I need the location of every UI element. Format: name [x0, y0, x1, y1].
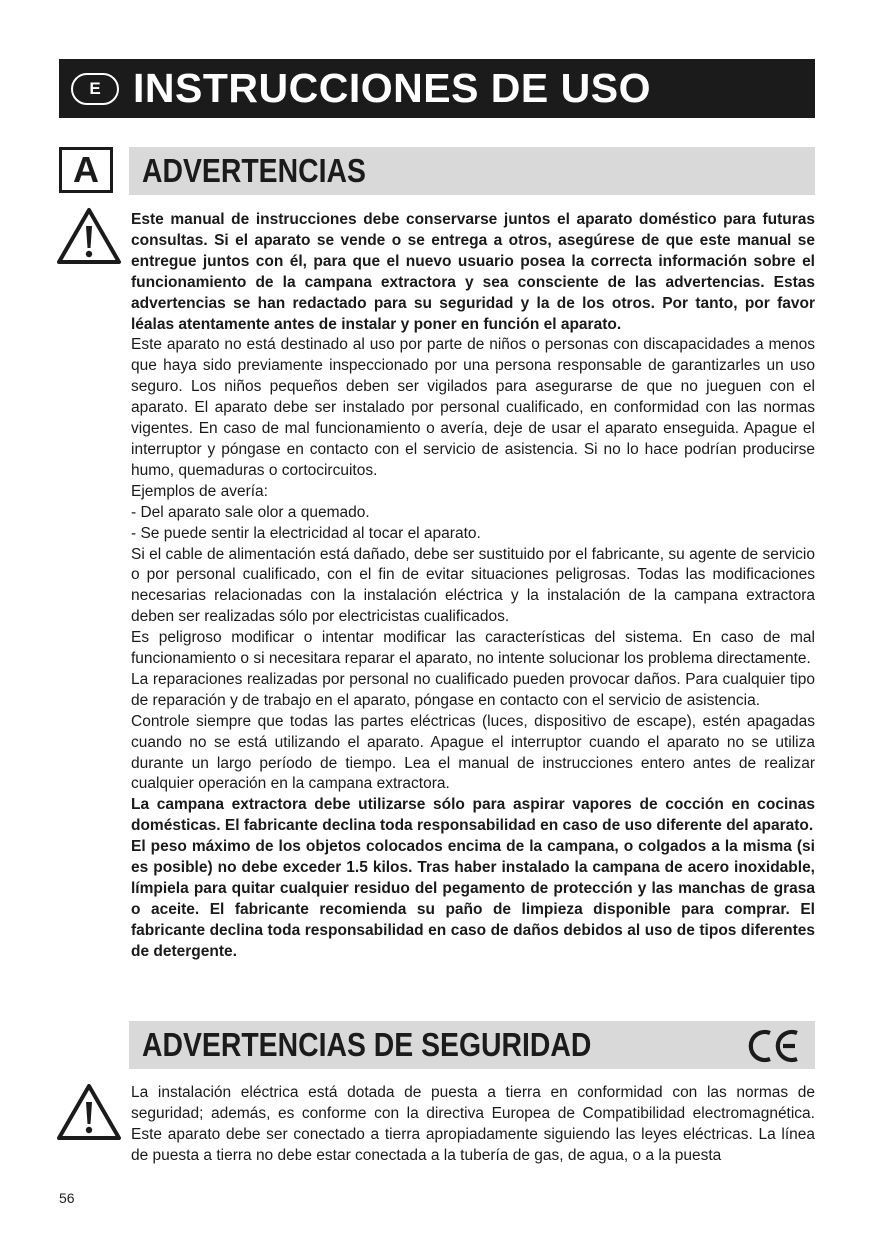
page-number: 56	[59, 1190, 75, 1206]
body-paragraph: La campana extractora debe utilizarse sólo para aspirar vapores de cocción en cocinas domésticas. El fabricante declina toda responsabilidad en caso de uso diferente del aparato.	[131, 796, 815, 835]
body-paragraph: Es peligroso modificar o intentar modificar las características del sistema. En caso de mal funcionamiento o si necesitara reparar el aparato, no intente solucionar los problema directamente.	[131, 629, 815, 668]
body-paragraph: Ejemplos de avería:	[131, 482, 268, 500]
ce-mark-icon	[745, 1027, 803, 1065]
warning-icon	[55, 206, 123, 266]
body-paragraph: Controle siempre que todas las partes eléctricas (luces, dispositivo de escape), estén apagadas cuando no se está utilizando el aparato. Apague el interruptor cuando el aparato no se utiliza durante un largo período de tiempo. Lea el manual de instrucciones entero antes de realizar cualquier operación en la campana extractora.	[131, 712, 815, 793]
warning-icon	[55, 1082, 123, 1142]
language-badge: E	[71, 73, 119, 105]
body-paragraph: - Se puede sentir la electricidad al tocar el aparato.	[131, 524, 481, 542]
seguridad-body	[131, 1083, 815, 1167]
body-paragraph: La instalación eléctrica está dotada de puesta a tierra en conformidad con las normas de seguridad; además, es conforme con la directiva Europea de Compatibilidad electromagnética. Este aparato debe ser conectado a tierra apropiadamente siguiendo las leyes eléctricas. La línea de puesta a tierra no debe estar conectada a la tubería de gas, de agua, o a la puesta	[131, 1084, 815, 1164]
section-heading-label: ADVERTENCIAS DE SEGURIDAD	[142, 1026, 592, 1063]
section-letter-badge: A	[59, 147, 113, 193]
page-title: INSTRUCCIONES DE USO	[133, 65, 651, 111]
body-paragraph: - Del aparato sale olor a quemado.	[131, 503, 370, 521]
title-banner	[59, 59, 815, 118]
section-heading-advertencias	[129, 147, 815, 195]
section-heading-seguridad	[129, 1021, 815, 1069]
body-paragraph: Este aparato no está destinado al uso por parte de niños o personas con discapacidades a menos que haya sido previamente inspeccionado por una persona responsable de garantizarles un uso seguro. Los niños pequeños deben ser vigilados para asegurarse de que no jueguen con el aparato. El aparato debe ser instalado por personal cualificado, en conformidad con las normas vigentes. En caso de mal funcionamiento o avería, deje de usar el aparato enseguida. Apague el interruptor y póngase en contacto con el servicio de asistencia. Si no lo hace podrían producirse humo, quemaduras o cortocircuitos.	[131, 336, 815, 479]
body-paragraph: La reparaciones realizadas por personal no cualificado pueden provocar daños. Para cualquier tipo de reparación y de trabajo en el aparato, póngase en contacto con el servicio de asistencia.	[131, 670, 815, 709]
body-paragraph: El peso máximo de los objetos colocados encima de la campana, o colgados a la misma (si es posible) no debe exceder 1.5 kilos. Tras haber instalado la campana de acero inoxidable, límpiela para quitar cualquier residuo del pegamento de protección y las manchas de grasa o aceite. El fabricante recomienda su paño de limpieza disponible para comprar. El fabricante declina toda responsabilidad en caso de daños debidos al uso de tipos diferentes de detergente.	[131, 838, 815, 960]
body-paragraph: Si el cable de alimentación está dañado, debe ser sustituido por el fabricante, su agente de servicio o por personal cualificado, con el fin de evitar situaciones peligrosas. Todas las modificaciones necesarias relacionadas con la instalación eléctrica y la instalación de la campana extractora deben ser realizadas sólo por electricistas cualificados.	[131, 545, 815, 626]
section-heading-label: ADVERTENCIAS	[142, 152, 366, 189]
advertencias-body	[131, 210, 815, 963]
body-paragraph: Este manual de instrucciones debe conservarse juntos el aparato doméstico para futuras consultas. Si el aparato se vende o se entrega a otros, asegúrese de que este manual se entregue juntos con él, para que el nuevo usuario posea la correcta información sobre el funcionamiento de la campana extractora y sea consciente de las advertencias. Estas advertencias se han redactado para su seguridad y la de los otros. Por tanto, por favor léalas atentamente antes de instalar y poner en función el aparato.	[131, 211, 815, 333]
